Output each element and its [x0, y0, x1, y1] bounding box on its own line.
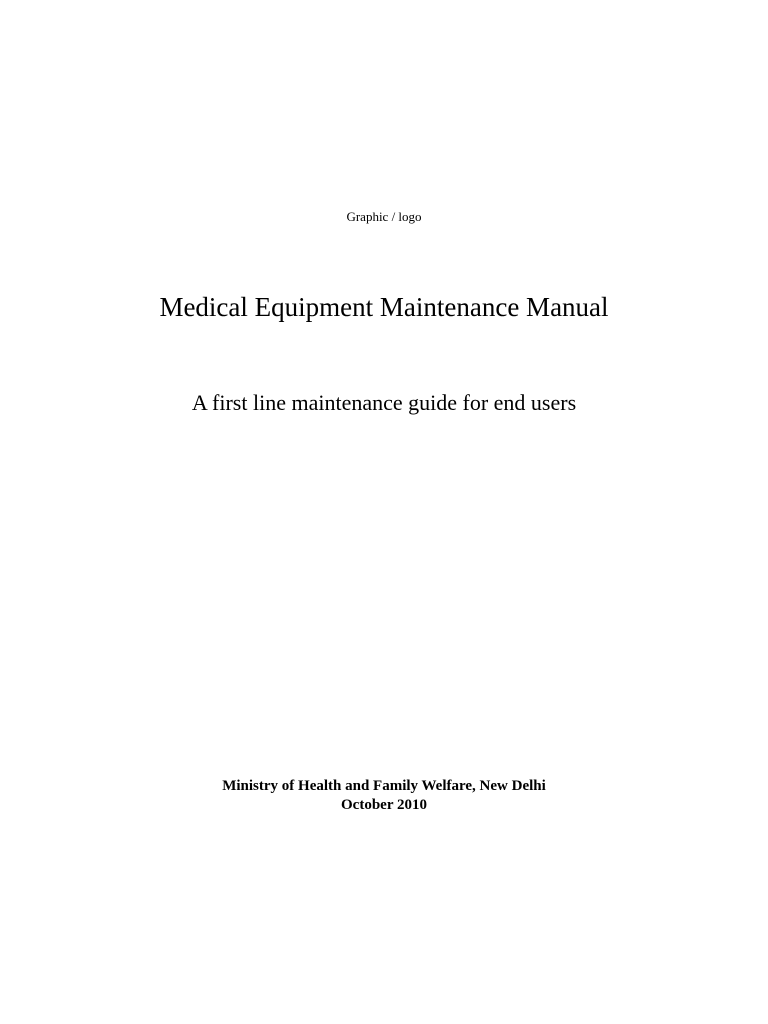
document-title: Medical Equipment Maintenance Manual	[159, 292, 609, 322]
publisher-block	[0, 777, 768, 815]
publication-date: October 2010	[341, 797, 427, 813]
document-subtitle: A first line maintenance guide for end users	[191, 390, 577, 415]
publisher-name: Ministry of Health and Family Welfare, New Delhi	[222, 778, 546, 794]
logo-placeholder-text: Graphic / logo	[346, 209, 422, 224]
